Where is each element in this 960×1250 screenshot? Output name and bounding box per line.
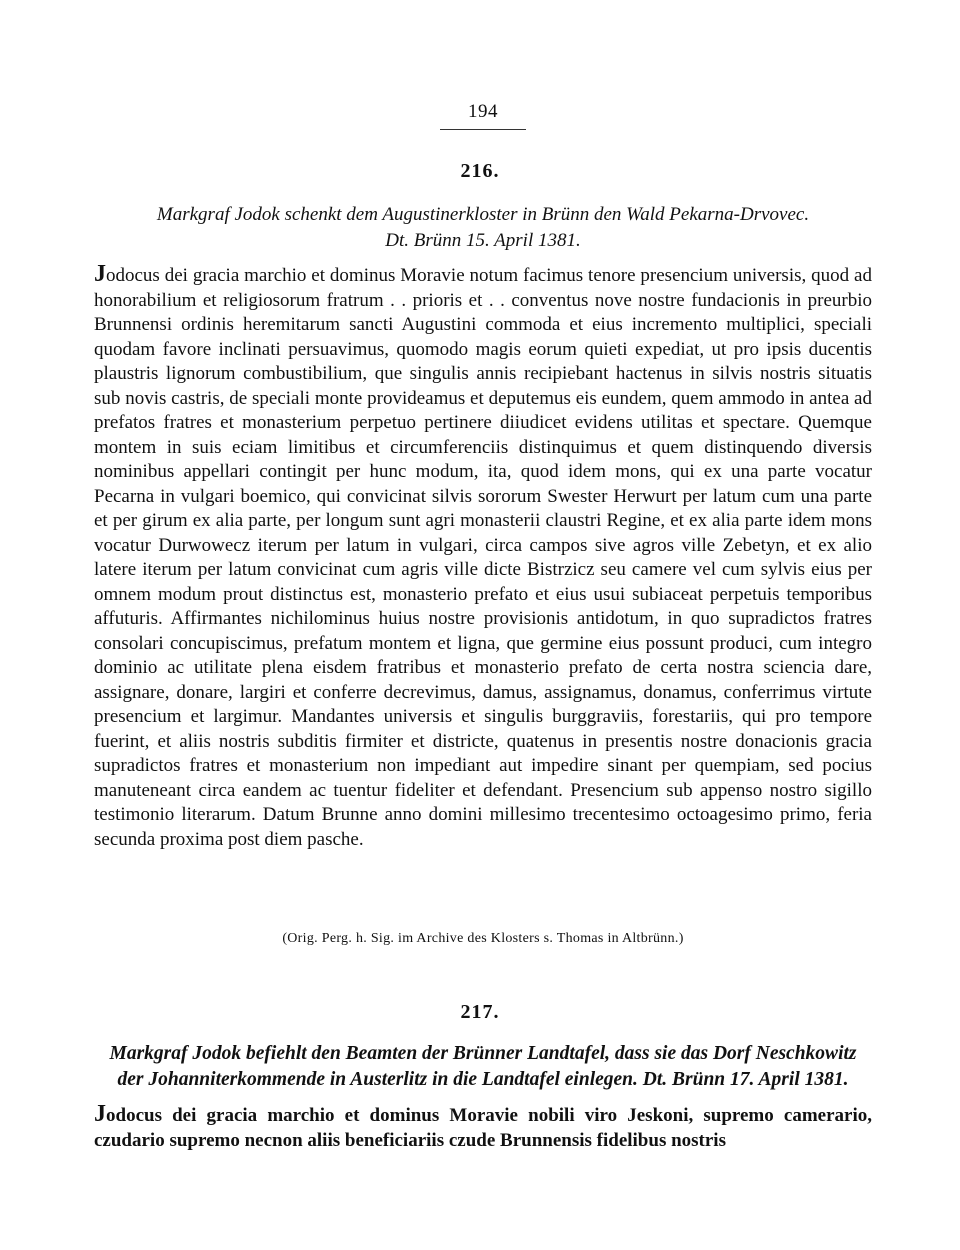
page-number-rule — [440, 129, 526, 130]
document-heading — [94, 202, 872, 254]
source-note: (Orig. Perg. h. Sig. im Archive des Klosters s. Thomas in Altbrünn.) — [282, 931, 684, 946]
document-number: 217. — [460, 1001, 500, 1023]
document-body — [94, 1102, 872, 1153]
heading-line: Markgraf Jodok schenkt dem Augustinerkloster in Brünn den Wald Pekarna-Drvovec. — [156, 204, 810, 225]
initial-letter: J — [94, 1101, 106, 1127]
heading-line: der Johanniterkommende in Austerlitz in die Landtafel einlegen. Dt. Brünn 17. April 1381. — [117, 1069, 849, 1090]
body-text: odocus dei gracia marchio et dominus Moravie nobili viro Jeskoni, supremo camerario, czudario supremo necnon aliis beneficiariis czude Brunnensis fidelibus nostris — [94, 1105, 872, 1151]
heading-date-line: Dt. Brünn 15. April 1381. — [385, 230, 581, 251]
document-body — [94, 262, 872, 852]
document-number: 216. — [460, 160, 500, 182]
body-text: odocus dei gracia marchio et dominus Moravie notum facimus tenore presencium universis, quod ad honorabilium et religiosorum fratrum . . prioris et . . conventus nove nostre fundacionis in preurbio Brunnensi ordinis heremitarum sancti Augustini commoda et eius incremento multiplici, speciali quodam favore inclinati persuavimus, quomodo magis eorum quieti expediat, ut pro ipsis ducentis plaustris lignorum combustibilium, que singulis annis recipiebant hactenus in silvis nostris situatis sub novis castris, de speciali monte provideamus et deputemus eis eundem, quem ammodo in antea ad prefatos fratres et monasterium perpetuo pertinere diiudicet evidens utilitas et spectare. Quemque montem in suis eciam limitibus et circumferenciis distinquimus et quem distinquendo diversis nominibus appellari contingit per hunc modum, ita, quod idem mons, qui ex una parte vocatur Pecarna in vulgari boemico, qui convicinat silvis sororum Swester Herwurt per latum cum una parte et per girum ex alia parte, per longum sunt agri monasterii claustri Regine, et ex alia parte idem mons vocatur Durwowecz iterum per latum in vulgari, circa campos sive agros ville Zebetyn, et ex alio latere iterum per latum convicinat cum agris ville dicte Bistrzicz seu camere vel cum sylvis eius per omnem modum prout distinctus est, monasterio prefato et eius usui subiaceat perpetuis temporibus affuturis. Affirmantes nichilominus huius nostre provisionis antidotum, in quo supradictos fratres consolari concupiscimus, prefatum montem et ligna, que germine eius possunt produci, cum integro dominio ac utilitate plena eisdem fratribus et monasterio prefato de certa nostra sciencia dare, assignare, donare, largiri et conferre decrevimus, damus, assignamus, donamus, conferrimus virtute presencium et largimur. Mandantes universis et singulis burggraviis, forestariis, qui pro tempore fuerint, et aliis nostris subditis firmiter et districte, quatenus in presentis nostre donacionis gracia supradictos fratres et monasterium non impediant aut impedire sinant per quempiam, sed pocius manuteneant circa eandem ac tuentur fideliter et defendant. Presencium sub appenso nostro sigillo testimonio literarum. Datum Brunne anno domini millesimo trecentesimo octoagesimo primo, feria secunda proxima post diem pasche. — [94, 265, 872, 850]
initial-letter: J — [94, 261, 106, 287]
document-heading — [94, 1041, 872, 1093]
page-number: 194 — [468, 101, 498, 122]
heading-line: Markgraf Jodok befiehlt den Beamten der Brünner Landtafel, dass sie das Dorf Neschkowitz — [109, 1043, 857, 1064]
